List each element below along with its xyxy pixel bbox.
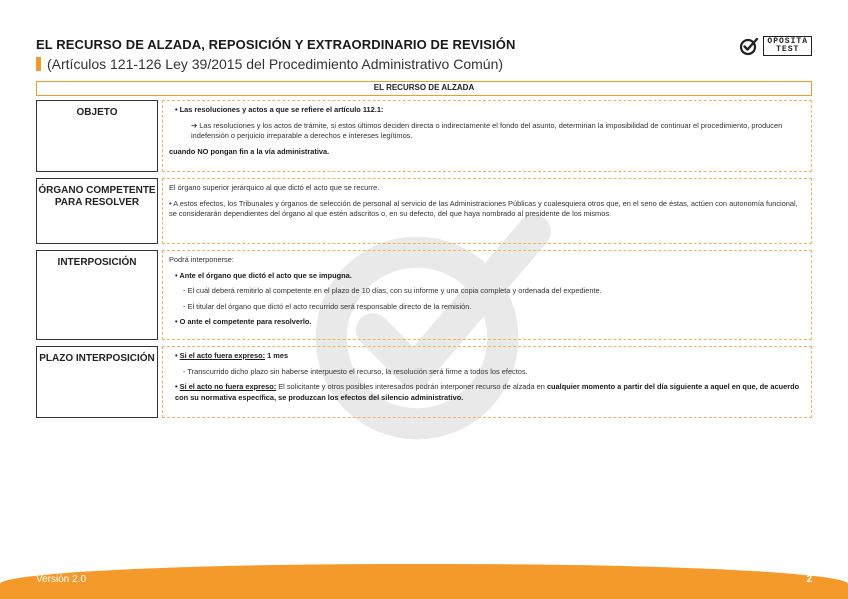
page-subtitle (36, 56, 812, 72)
subtitle-accent-bar (36, 57, 41, 71)
organo-line-2: • A estos efectos, los Tribunales y órganos de selección de personal al servicio de las Administraciones Públicas y cualesquiera otros que, en el seno de éstas, actúen con autonomía funcional, se considerarán dependientes del órgano al que estén adscritos o, en su defecto, del que haya nombrado al presidente de los mismos. (169, 198, 798, 218)
objeto-line-1: • Las resoluciones y actos a que se refiere el artículo 112.1: (175, 105, 384, 114)
logo-wordmark (763, 36, 812, 56)
row-label-interposicion: INTERPOSICIÓN (36, 250, 158, 340)
logo-word-bottom: TEST (776, 45, 800, 54)
plazo-bullet-2: • (175, 382, 180, 391)
row-organo (36, 178, 812, 244)
row-content-objeto (162, 100, 812, 172)
row-content-plazo (162, 346, 812, 418)
plazo-no-expreso-label: Si el acto no fuera expreso: (179, 382, 277, 391)
row-objeto (36, 100, 812, 172)
row-plazo (36, 346, 812, 418)
header (36, 37, 812, 72)
section-title: EL RECURSO DE ALZADA (36, 81, 812, 96)
oposita-test-logo (739, 36, 812, 56)
plazo-line-3 (169, 382, 805, 403)
interposicion-line-5: • O ante el competente para resolverlo. (175, 317, 312, 326)
row-interposicion (36, 250, 812, 340)
interposicion-line-2: • Ante el órgano que dictó el acto que se impugna. (175, 270, 352, 280)
plazo-expreso-label: Si el acto fuera expreso: (179, 351, 266, 360)
row-label-plazo: PLAZO INTERPOSICIÓN (36, 346, 158, 418)
row-content-interposicion (162, 250, 812, 340)
objeto-line-3: cuando NO pongan fin a la vía administrativa. (169, 146, 330, 156)
page-number: 2 (806, 574, 812, 585)
interposicion-line-1: Podrá interponerse: (169, 255, 234, 264)
page-title: EL RECURSO DE ALZADA, REPOSICIÓN Y EXTRAORDINARIO DE REVISIÓN (36, 37, 516, 52)
row-content-organo (162, 178, 812, 244)
interposicion-line-4: - El titular del órgano que dictó el acto recurrido será responsable directo de la remisión. (183, 301, 472, 311)
footer (0, 564, 848, 599)
plazo-bullet-1: • (175, 351, 180, 360)
plazo-line-2: - Transcurrido dicho plazo sin haberse interpuesto el recurso, la resolución será firme a todos los efectos. (183, 366, 528, 376)
row-label-organo: ÓRGANO COMPETENTE PARA RESOLVER (36, 178, 158, 244)
interposicion-line-3: - El cuál deberá remitirlo al competente en el plazo de 10 días, con su informe y una copia completa y ordenada del expediente. (183, 286, 602, 295)
subtitle-text: (Artículos 121-126 Ley 39/2015 del Procedimiento Administrativo Común) (47, 56, 504, 72)
plazo-no-expreso-emphasis: cualquier momento a partir del día siguiente a aquel en que, de acuerdo con su normativa específica, se produzcan los efectos del silencio administrativo. (175, 382, 800, 402)
objeto-line-2: ➔ Las resoluciones y los actos de trámite, si estos últimos deciden directa o indirectamente el fondo del asunto, determinan la imposibilidad de continuar el procedimiento, producen indefensión o perjuicio irreparable a derechos e intereses legítimos. (191, 120, 783, 140)
logo-word-top: OPOSITA (767, 37, 808, 46)
plazo-line-1 (169, 351, 805, 362)
plazo-no-expreso-text: El solicitante y otros posibles interesados podrán interponer recurso de alzada en (276, 382, 547, 391)
plazo-expreso-value: 1 mes (265, 351, 289, 360)
version-label: Versión 2.0 (36, 574, 87, 585)
row-label-objeto: OBJETO (36, 100, 158, 172)
organo-line-1: El órgano superior jerárquico al que dictó el acto que se recurre. (169, 183, 380, 192)
check-circle-icon (739, 36, 759, 56)
